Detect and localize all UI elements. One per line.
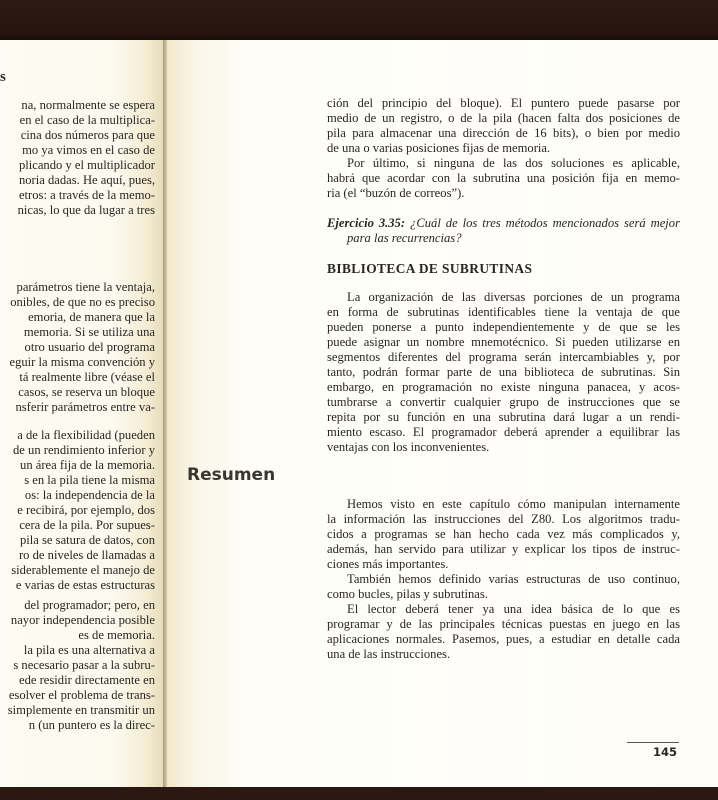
folio-rule xyxy=(627,742,679,743)
left-paragraph-2 xyxy=(0,280,155,415)
text-line: etros: a través de la memo- xyxy=(18,188,155,202)
text-line: onibles, de que no es preciso xyxy=(10,295,155,309)
text-line: ción del principio del bloque). El puntero puede pasarse por xyxy=(327,96,680,110)
text-line: medio de un registro, o de la pila (hacen falta dos posiciones de xyxy=(327,111,680,125)
text-line: aplicaciones normales. Pasemos, pues, a estudiar en detalle cada xyxy=(327,632,680,646)
text-line: Hemos visto en este capítulo cómo manipulan internamente xyxy=(347,497,680,511)
exercise-line xyxy=(327,216,680,231)
text-line: siderablemente el manejo de xyxy=(11,563,155,577)
text-line: parámetros tiene la ventaja, xyxy=(16,280,155,294)
text-line: embargo, en programación no existe ninguna panacea, y acos- xyxy=(327,380,680,394)
text-line: un área fija de la memoria. xyxy=(20,458,155,472)
text-line: pila se satura de datos, con xyxy=(20,533,155,547)
text-line: cina dos números para que xyxy=(20,128,155,142)
text-line: ria (el “buzón de correos”). xyxy=(327,186,465,200)
exercise-question-continued: para las recurrencias? xyxy=(347,231,462,245)
text-line: puede asignar un nombre mnemotécnico. Si pueden utilizarse en xyxy=(327,335,680,349)
text-line: otro usuario del programa xyxy=(24,340,155,354)
text-line: la información las instrucciones del Z80. Los algoritmos tradu- xyxy=(327,512,680,526)
text-line: cidos a programas se han hecho cada vez más complicados y, xyxy=(327,527,680,541)
scanner-top-margin xyxy=(0,0,718,40)
text-line: además, han servido para utilizar y explicar los tipos de instruc- xyxy=(327,542,680,556)
text-line: programar y de las principales técnicas puestas en juego en las xyxy=(327,617,680,631)
text-line: como bucles, pilas y subrutinas. xyxy=(327,587,488,601)
text-line: es de memoria. xyxy=(78,628,155,642)
section-body xyxy=(327,290,680,455)
text-line: La organización de las diversas porciones de un programa xyxy=(347,290,680,304)
text-line: s en la pila tiene la misma xyxy=(24,473,155,487)
continuation-paragraph xyxy=(327,96,680,201)
text-line: la pila es una alternativa a xyxy=(23,643,155,657)
left-paragraph-3 xyxy=(0,428,155,593)
text-line: esolver el problema de trans- xyxy=(8,688,155,702)
right-page xyxy=(167,40,718,787)
text-line: El lector deberá tener ya una idea básica de lo que es xyxy=(347,602,680,616)
text-line: nicas, lo que da lugar a tres xyxy=(17,203,155,217)
text-line: una de las instrucciones. xyxy=(327,647,451,661)
exercise-label: Ejercicio 3.35: xyxy=(327,216,406,230)
text-line: a de la flexibilidad (pueden xyxy=(17,428,155,442)
text-line: miento escaso. El programador deberá aprender a equilibrar las xyxy=(327,425,680,439)
section-title: BIBLIOTECA DE SUBRUTINAS xyxy=(327,261,533,276)
text-line: ro de niveles de llamadas a xyxy=(18,548,155,562)
text-line: na, normalmente se espera xyxy=(21,98,155,112)
summary-body xyxy=(327,497,680,662)
exercise-question: ¿Cuál de los tres métodos mencionados será mejor xyxy=(410,216,681,230)
text-line: También hemos definido varias estructuras de uso continuo, xyxy=(347,572,680,586)
text-line: emoria, de manera que la xyxy=(28,310,155,324)
text-line: tanto, podrán formar parte de una biblioteca de subrutinas. Sin xyxy=(327,365,680,379)
text-line: nsferir parámetros entre va- xyxy=(15,400,155,414)
left-page xyxy=(0,40,163,787)
text-line: de una o varias posiciones fijas de memoria. xyxy=(327,141,551,155)
text-line: os: la independencia de la xyxy=(24,488,155,502)
text-line: e varias de estas estructuras xyxy=(15,578,155,592)
text-line: casos, se reserva un bloque xyxy=(18,385,155,399)
text-line: memoria. Si se utiliza una xyxy=(23,325,155,339)
text-line: e recibirá, por ejemplo, dos xyxy=(17,503,155,517)
text-line: noria dadas. He aquí, pues, xyxy=(18,173,155,187)
text-line: repita por su función en una subrutina dará lugar a un rendi- xyxy=(327,410,680,424)
text-line: ede residir directamente en xyxy=(18,673,155,687)
summary-heading: Resumen xyxy=(187,465,276,485)
page-number: 145 xyxy=(653,745,678,759)
text-line: eguir la misma convención y xyxy=(9,355,155,369)
text-line: n (un puntero es la direc- xyxy=(28,718,155,732)
text-line: pueden ponerse a punto independientemente y de que se les xyxy=(327,320,680,334)
left-paragraph-1 xyxy=(0,98,155,218)
text-line: segmentos diferentes del programa serán intercambiables y, por xyxy=(327,350,680,364)
text-line: ventajas con los inconvenientes. xyxy=(327,440,490,454)
text-line: tá realmente libre (véase el xyxy=(19,370,155,384)
text-line: s necesario pasar a la subru- xyxy=(13,658,155,672)
text-line: plicando y el multiplicador xyxy=(18,158,155,172)
text-line: pila para almacenar una dirección de 16 bits), o bien por medio xyxy=(327,126,680,140)
text-line: cera de la pila. Por supues- xyxy=(19,518,155,532)
text-line: nayor independencia posible xyxy=(10,613,155,627)
left-paragraph-4 xyxy=(0,598,155,733)
text-line: Por último, si ninguna de las dos soluciones es aplicable, xyxy=(347,156,680,170)
scanner-bottom-margin xyxy=(0,787,718,800)
text-line: mo ya vimos en el caso de xyxy=(22,143,155,157)
text-line: en el caso de la multiplica- xyxy=(19,113,155,127)
text-line: de un rendimiento inferior y xyxy=(13,443,155,457)
text-line: en forma de subrutinas identificables tiene la ventaja de que xyxy=(327,305,680,319)
text-line: habrá que acordar con la subrutina una posición fija en memo- xyxy=(327,171,680,185)
left-page-heading-fragment: s xyxy=(0,69,7,85)
text-line: ciones más importantes. xyxy=(327,557,449,571)
exercise-block xyxy=(327,216,680,246)
text-line: del programador; pero, en xyxy=(24,598,155,612)
text-line: simplemente en transmitir un xyxy=(7,703,155,717)
text-line: tumbrarse a convertir cualquier grupo de instrucciones que se xyxy=(327,395,680,409)
